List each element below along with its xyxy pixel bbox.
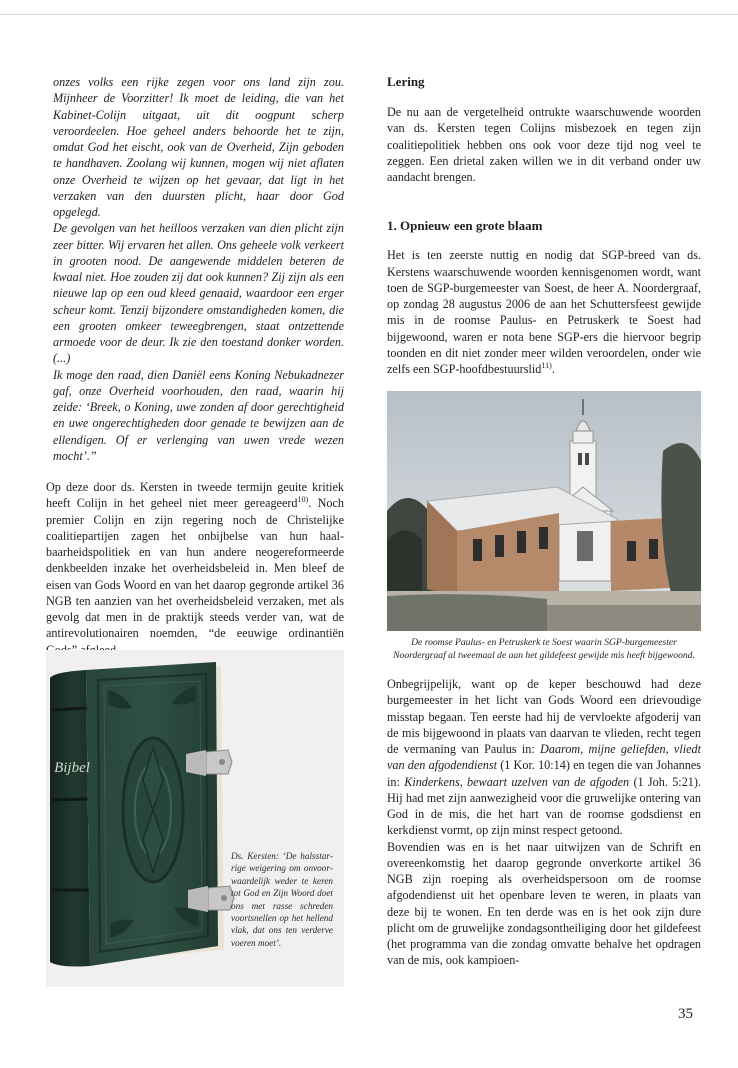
- body-text: (1 Kor. 10:14) en tegen die van Johannes in:: [387, 758, 701, 789]
- body-text: . Noch premier Colijn en zijn regering noch de Christelijke coalitiepartijen zagen het onbijbelse van hun haalbaarheidspolitiek en van hun andere neogereformeerde denkbeelden inzake het overheidsbeleid in. Men bleef de eisen van Gods Woord en van het daarop gegronde artikel 36 NGB ten aanzien van het overheidsbeleid verzaken, met als gevolg dat men in de praktijk steeds verder van, wat de antirevolutionairen noemden, “de eeuwige ordinantiën: [46, 496, 344, 641]
- heading-lering: Lering: [387, 74, 425, 89]
- bible-quote: Kinderkens, bewaart uzelven van de afgoden: [404, 774, 630, 789]
- kersten-quote: [46, 74, 344, 464]
- quote-paragraph: Ik moge den raad, dien Daniël eens Koning Nebukadnezer gaf, onze Overheid voorhouden, den raad, waarin hij zeide: ‘Breek, o Koning, uwe zonden af door gerechtigheid en uwe ongerechtigheden door genade te bewijzen aan de ellendigen. Of er verlenging van uwen vrede wezen mocht’.”: [53, 367, 344, 463]
- body-text: Op deze door ds. Kersten in tweede termijn geuite kritiek heeft Colijn in het geheel niet meer gereageerd: [46, 480, 344, 511]
- top-rule: [0, 14, 738, 15]
- heading-section-1: 1. Opnieuw een grote blaam: [387, 218, 543, 234]
- spine-title: Bijbel: [54, 760, 90, 776]
- right-column: [387, 74, 701, 969]
- bible-caption: Ds. Kersten: ‘De halsstarrige weigering om onvoorwaardelijk weder te keren tot God en Zijn Woord doet ons met rasse schreden voortsnellen op het hellend vlak, dat ons ten verderve voeren moet’.: [231, 851, 333, 948]
- body-text: Onbegrijpelijk, want op de keper beschouwd had deze burgemeester in het licht van Gods Woord een drievoudige misstap begaan. Ten eerste had hij de vervloekte afgoderij van de mis bijgewoond in plaats van daarvan te vlieden, recht tegen de vermaning van Paulus in:: [387, 677, 701, 757]
- misstep-paragraph: [387, 676, 701, 839]
- section1-paragraph: [387, 247, 701, 377]
- body-text: .: [551, 362, 555, 376]
- quote-paragraph: onzes volks een rijke zegen voor ons land zijn zou. Mijnheer de Voorzitter! Ik moet de leiding, die van het Kabinet-Colijn uitgaat, uit dit oogpunt scherp veroordeelen. Hoe geheel anders behoorde het te zijn, omdat God het eischt, ook van de Overheid, Zijn geboden te handhaven. Zoolang wij kunnen, mogen wij niet aflaten onze Overheid te wijzen op het gevaar, dat ligt in het verzaken van den duursten plicht, haar door God opgelegd.: [53, 75, 344, 219]
- church-photo-caption: De roomse Paulus- en Petruskerk te Soest waarin SGP-burgemeester Noordergraaf al tweemaal de aan het gildefeest gewijde mis heeft bijgewoond.: [393, 637, 695, 661]
- footnote-ref: 10): [297, 495, 309, 505]
- body-text: Het is ten zeerste nuttig en nodig dat SGP-breed van ds. Kerstens waarschuwende woorden kennisgenomen wordt, want toen de SGP-burgemeester van Soest, de heer A. Noordergraaf, op zondag 28 augustus 2006 de aan het Schuttersfeest gewijde mis in de roomse Paulus- en Petruskerk te Soest had bijgewoond, waren er nota bene SGP-ers die hiervoor begrip toonden en dit niet zonder meer wilden veroordelen, onder wie zelfs een SGP-hoofdbestuurslid: [387, 248, 701, 376]
- footnote-ref: 11): [541, 360, 552, 370]
- left-column: [46, 74, 344, 658]
- duty-paragraph: Bovendien was en is het naar uitwijzen van de Schrift en overeenkomstig het daarop gegronde onverkorte artikel 36 NGB zijn roeping als overheidspersoon om de roomse afgodendienst uit het openbare leven te weren, in plaats van deze bij te wonen. En ten derde was en is het ook zijn dure plicht om de gruwelijke zondagsontheiliging door het gildefeest (het programma van die zondag omvatte behalve het opdragen van de mis, ook kampioen-: [387, 839, 701, 968]
- church-photo: [387, 391, 701, 631]
- quote-paragraph: De gevolgen van het heilloos verzaken van dien plicht zijn zeer bitter. Wij ervaren het allen. Ons geheele volk verkeert in grooten nood. De aangewende middelen beteren de kwaal niet. Hoe zouden zij dat ook kunnen? Zij zijn als een nieuwe lap op een oud kleed genaaid, waardoor een erger scheur komt. Tenzij bijzondere omstandigheden komen, die een grooten omkeer teweegbrengen, staat ontzettende armoede voor de deur. Ik zie den toestand donker worden. (...): [53, 221, 344, 366]
- church-illustration: [387, 391, 701, 631]
- bible-quote: Daarom, mijne geliefden, vliedt van den afgodendienst: [387, 742, 701, 773]
- page-number: 35: [678, 1006, 693, 1022]
- lering-paragraph: De nu aan de vergetelheid ontrukte waarschuwende woorden van ds. Kersten tegen Colijns misbezoek en tegen zijn coalitiepolitiek hebben ons ook voor deze tijd nog veel te zeggen. Een drietal zaken willen we in dit verband onder uw aandacht brengen.: [387, 105, 701, 184]
- body-text: (1 Joh. 5:21). Hij had met zijn aanwezigheid voor die gruwelijke ontering van God in de mis, die het hart van de roomse godsdienst en kerkdienst vormt, op zijn minst respect getoond.: [387, 774, 701, 838]
- bible-figure: [46, 650, 344, 987]
- body-paragraph-colijn: [46, 479, 344, 658]
